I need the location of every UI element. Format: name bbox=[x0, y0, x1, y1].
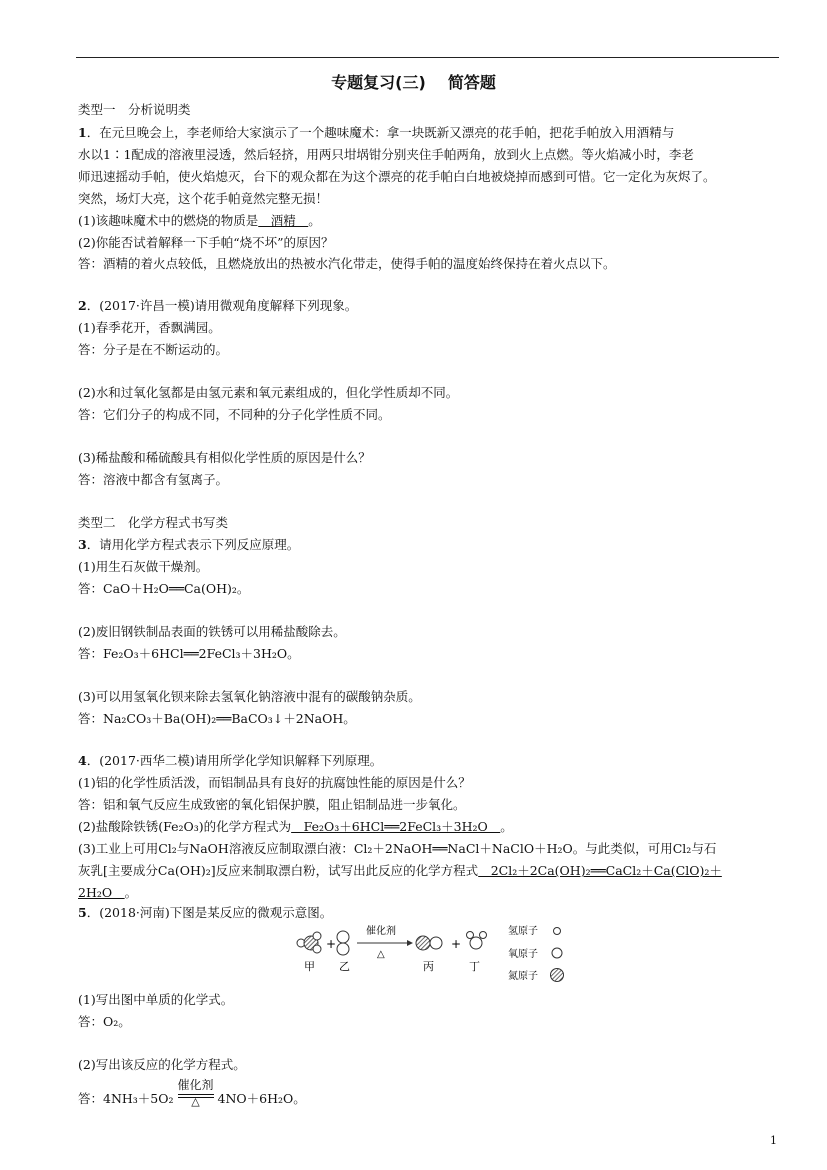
legend-oxygen: 氧原子 bbox=[508, 949, 538, 960]
q3-head-text: ．请用化学方程式表示下列反应原理。 bbox=[86, 537, 300, 552]
q1-sub2: (2)你能否试着解释一下手帕“烧不坏”的原因？ bbox=[78, 235, 334, 250]
q2-sub3: (3)稀盐酸和稀硫酸具有相似化学性质的原因是什么？ bbox=[78, 450, 371, 465]
q5-number: 5 bbox=[78, 905, 87, 920]
q3-head bbox=[78, 537, 299, 553]
q3-answer3: 答：Na₂CO₃＋Ba(OH)₂══BaCO₃↓＋2NaOH。 bbox=[78, 711, 356, 726]
header-rule bbox=[76, 57, 779, 58]
q5-sub2: (2)写出该反应的化学方程式。 bbox=[78, 1057, 246, 1072]
q4-sub3-line2 bbox=[78, 863, 722, 879]
q2-sub1: (1)春季花开，香飘满园。 bbox=[78, 320, 221, 335]
q1-line4: 突然，场灯大亮，这个花手帕竟然完整无损！ bbox=[78, 191, 329, 206]
arrow-catalyst-label: 催化剂 bbox=[366, 926, 396, 937]
legend-oxygen-icon bbox=[552, 948, 562, 958]
q4-answer1: 答：铝和氧气反应生成致密的氧化铝保护膜，阻止铝制品进一步氧化。 bbox=[78, 797, 466, 812]
q3-answer1: 答：CaO＋H₂O══Ca(OH)₂。 bbox=[78, 581, 250, 596]
molecule-ding bbox=[467, 932, 487, 950]
q3-number: 3 bbox=[78, 537, 87, 552]
section-type2: 类型二 化学方程式书写类 bbox=[78, 515, 229, 530]
molecule-bing bbox=[416, 936, 442, 950]
q4-sub2 bbox=[78, 819, 513, 835]
title-sub: 简答题 bbox=[447, 73, 496, 92]
q3-sub2: (2)废旧钢铁制品表面的铁锈可以用稀盐酸除去。 bbox=[78, 624, 346, 639]
q4-sub3-answer-2: 2H₂O bbox=[78, 885, 125, 900]
title-main: 专题复习(三) bbox=[331, 73, 426, 92]
molecule-yi bbox=[337, 931, 349, 955]
q4-sub2-text: (2)盐酸除铁锈(Fe₂O₃)的化学方程式为 bbox=[78, 819, 292, 834]
q3-answer2: 答：Fe₂O₃＋6HCl══2FeCl₃＋3H₂O。 bbox=[78, 646, 300, 661]
label-bing: 丙 bbox=[423, 960, 434, 973]
q4-sub3-text: 灰乳[主要成分Ca(OH)₂]反应来制取漂白粉，试写出此反应的化学方程式 bbox=[78, 863, 479, 878]
q4-sub3-end: 。 bbox=[124, 885, 138, 900]
q4-head bbox=[78, 753, 382, 769]
q1-sub1-answer: 酒精 bbox=[258, 213, 309, 228]
equation-catalyst-sign bbox=[176, 1080, 216, 1110]
q3-sub3: (3)可以用氢氧化钡来除去氢氧化钠溶液中混有的碳酸钠杂质。 bbox=[78, 689, 421, 704]
q1-line1 bbox=[78, 125, 674, 141]
q5-head bbox=[78, 905, 332, 921]
q4-sub3-line1: (3)工业上可用Cl₂与NaOH溶液反应制取漂白液：Cl₂＋2NaOH══NaCl＋NaClO＋H₂O。与此类似，可用Cl₂与石 bbox=[78, 841, 717, 856]
q1-sub1-text: (1)该趣味魔术中的燃烧的物质是 bbox=[78, 213, 259, 228]
catalyst-label: 催化剂 bbox=[177, 1078, 214, 1092]
q1-sub1-end: 。 bbox=[308, 213, 321, 228]
reaction-diagram bbox=[295, 922, 575, 984]
page-title bbox=[0, 70, 827, 93]
q1-text-1: ．在元旦晚会上，李老师给大家演示了一个趣味魔术：拿一块既新又漂亮的花手帕，把花手帕放入用酒精与 bbox=[86, 125, 675, 140]
arrow-head bbox=[407, 940, 413, 946]
legend-hydrogen: 氢原子 bbox=[508, 926, 538, 937]
q4-sub3-answer-1: 2Cl₂＋2Ca(OH)₂══CaCl₂＋Ca(ClO)₂＋ bbox=[478, 863, 722, 878]
page-number: 1 bbox=[770, 1134, 777, 1147]
label-ding: 丁 bbox=[469, 960, 480, 973]
q2-head-text: ．(2017·许昌一模)请用微观角度解释下列现象。 bbox=[86, 298, 358, 313]
q5-sub1: (1)写出图中单质的化学式。 bbox=[78, 992, 234, 1007]
q4-sub2-end: 。 bbox=[500, 819, 513, 834]
q5-answer2-left: 答：4NH₃＋5O₂ bbox=[78, 1091, 174, 1106]
q5-answer1: 答：O₂。 bbox=[78, 1014, 131, 1029]
plus-1: + bbox=[326, 937, 337, 951]
plus-2: + bbox=[451, 937, 462, 951]
section-type1: 类型一 分析说明类 bbox=[78, 102, 191, 117]
heat-label: △ bbox=[191, 1095, 200, 1108]
label-jia: 甲 bbox=[304, 960, 315, 973]
q2-number: 2 bbox=[78, 298, 87, 313]
q5-answer2 bbox=[78, 1080, 306, 1110]
q1-line3: 师迅速摇动手帕，使火焰熄灭，台下的观众都在为这个漂亮的花手帕白白地被烧掉而感到可惜。它一定化为灰烬了。 bbox=[78, 169, 716, 184]
label-yi: 乙 bbox=[339, 960, 350, 973]
q3-sub1: (1)用生石灰做干燥剂。 bbox=[78, 559, 209, 574]
q2-answer3: 答：溶液中都含有氢离子。 bbox=[78, 472, 229, 487]
q2-answer1: 答：分子是在不断运动的。 bbox=[78, 342, 229, 357]
q5-answer2-right: 4NO＋6H₂O。 bbox=[217, 1091, 306, 1106]
legend-hydrogen-icon bbox=[554, 928, 561, 935]
q4-number: 4 bbox=[78, 753, 87, 768]
molecule-jia bbox=[297, 932, 321, 953]
q1-sub1 bbox=[78, 213, 321, 229]
q1-number: 1 bbox=[78, 125, 87, 140]
q2-answer2: 答：它们分子的构成不同，不同种的分子化学性质不同。 bbox=[78, 407, 391, 422]
q2-head bbox=[78, 298, 357, 314]
q1-line2: 水以1∶1配成的溶液里浸透，然后轻挤，用两只坩埚钳分别夹住手帕两角，放到火上点燃。等火焰减小时，李老 bbox=[78, 147, 694, 162]
legend-nitrogen-icon bbox=[551, 969, 564, 982]
q4-head-text: ．(2017·西华二模)请用所学化学知识解释下列原理。 bbox=[86, 753, 383, 768]
q5-head-text: ．(2018·河南)下图是某反应的微观示意图。 bbox=[86, 905, 333, 920]
q4-sub1: (1)铝的化学性质活泼，而铝制品具有良好的抗腐蚀性能的原因是什么？ bbox=[78, 775, 471, 790]
q2-sub2: (2)水和过氧化氢都是由氢元素和氧元素组成的，但化学性质却不同。 bbox=[78, 385, 459, 400]
q1-answer2: 答：酒精的着火点较低，且燃烧放出的热被水汽化带走，使得手帕的温度始终保持在着火点以下。 bbox=[78, 256, 616, 271]
q4-sub2-answer: Fe₂O₃＋6HCl══2FeCl₃＋3H₂O bbox=[291, 819, 501, 834]
arrow-heat-label: △ bbox=[377, 949, 385, 960]
legend-nitrogen: 氮原子 bbox=[508, 971, 538, 982]
q4-sub3-line3 bbox=[78, 885, 137, 901]
